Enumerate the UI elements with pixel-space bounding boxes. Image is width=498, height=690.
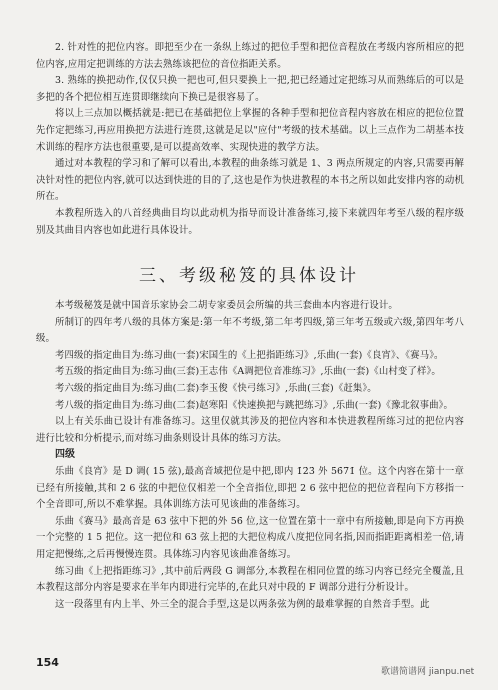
- paragraph: 这一段落里有内上半、外三全的混合手型,这是以两条弦为例的最难掌握的自然音手型。此: [55, 598, 430, 610]
- top-text-block: [36, 40, 464, 239]
- paragraph: 练习曲《上把指距练习》,其中前后两段 G 调部分,本教程在相同位置的练习内容已经完全覆盖,且本教程这部分内容是要求在半年内即进行完毕的,在此只对中段的 F 调部分进行分析设计。: [36, 565, 464, 594]
- paragraph: 3. 熟练的换把动作,仅仅只换一把也可,但只要换上一把,把已经通过定把练习从而熟练后的可以是多把的各个把位相互连贯即继续向下换已是很容易了。: [36, 75, 464, 103]
- paragraph: 考五级的指定曲目为:练习曲(三套)王志伟《A调把位音准练习》,乐曲(一套)《山村变了样》。: [55, 366, 441, 378]
- paragraph: 以上有关乐曲已设计有准备练习。这里仅就其涉及的把位内容和本快进教程所练习过的把位内容进行比较和分析提示,而对练习曲条则设计具体的练习方法。: [36, 416, 464, 444]
- paragraph: 通过对本教程的学习和了解可以看出,本教程的曲条练习就是 1、3 两点所规定的内容,只需要再解决针对性的把位内容,就可以达到快进的目的了,这也是作为快进教程的本书之所以如此安排内容的动机所在。: [36, 158, 464, 203]
- body-text-block: [36, 298, 464, 613]
- paragraph: 2. 针对性的把位内容。即把至少在一条纵上练过的把位手型和把位音程放在考级内容所相应的把位内容,应用定把训练的方法去熟练该把位的音位指距关系。: [36, 42, 464, 70]
- paragraph: 将以上三点加以概括就是:把已在基础把位上掌握的各种手型和把位音程内容放在相应的把位位置先作定把练习,再应用换把方法进行连贯,这就是足以"应付"考级的技术基础。以上三点作为二胡基本技术训练的程序方法也很重要,是可以提高效率、实现快进的教学方法。: [36, 108, 464, 153]
- page-number: 154: [36, 656, 59, 669]
- paragraph: 乐曲《赛马》最高音是 63 弦中下把的外 5̇6̇ 位,这一位置在第十一章中有所接触,即是向下方再换一个完整的 1 5 把位。这一把位和 63 弦上把的大把位构成八度把位同名指,因而指距距离相差一倍,请用定把慢练,之后再慢慢连贯。具体练习内容见该曲准备练习。: [36, 515, 464, 560]
- paragraph: 考六级的指定曲目为:练习曲(二套)李玉俊《快弓练习》,乐曲(三套)《赶集》。: [55, 382, 377, 394]
- section-title: 三、考级秘笈的具体设计: [139, 266, 359, 286]
- paragraph: 乐曲《良宵》是 D 调( 15 弦),最高音域把位是中把,即内 1̇2̇3̇ 外 5̇6̇7̇1̇ 位。这个内容在第十一章已经有所接触,其和 2 6 弦的中把位仅相差一个全音指位,即把 2 6 弦中把位的把位音程向下方移指一个全音即可,所以不难掌握。具体训练方法可见该曲的准备练习。: [36, 465, 464, 511]
- paragraph: 考八级的指定曲目为:练习曲(二套)赵寒阳《快速换把与跳把练习》,乐曲(一套)《豫北叙事曲》。: [55, 399, 453, 411]
- paragraph: 本教程所选入的八首经典曲目均以此动机为指导而设计准备练习,接下来就四年考至八级的程序级别及其曲目内容也如此进行具体设计。: [36, 207, 464, 236]
- paragraph: 本考级秘笈是就中国音乐家协会二胡专家委员会所编的共三套曲本内容进行设计。: [55, 300, 398, 311]
- paragraph: 考四级的指定曲目为:练习曲(一套)宋国生的《上把指距练习》,乐曲(一套)《良宵》、《赛马》。: [55, 349, 444, 361]
- grade-heading: 四级: [55, 449, 75, 461]
- watermark: 歌谱简谱网 jianpu.net: [381, 667, 475, 677]
- paragraph: 所制订的四年考八级的具体方案是:第一年不考级,第二年考四级,第三年考五级或六级,第四年考八级。: [36, 316, 464, 345]
